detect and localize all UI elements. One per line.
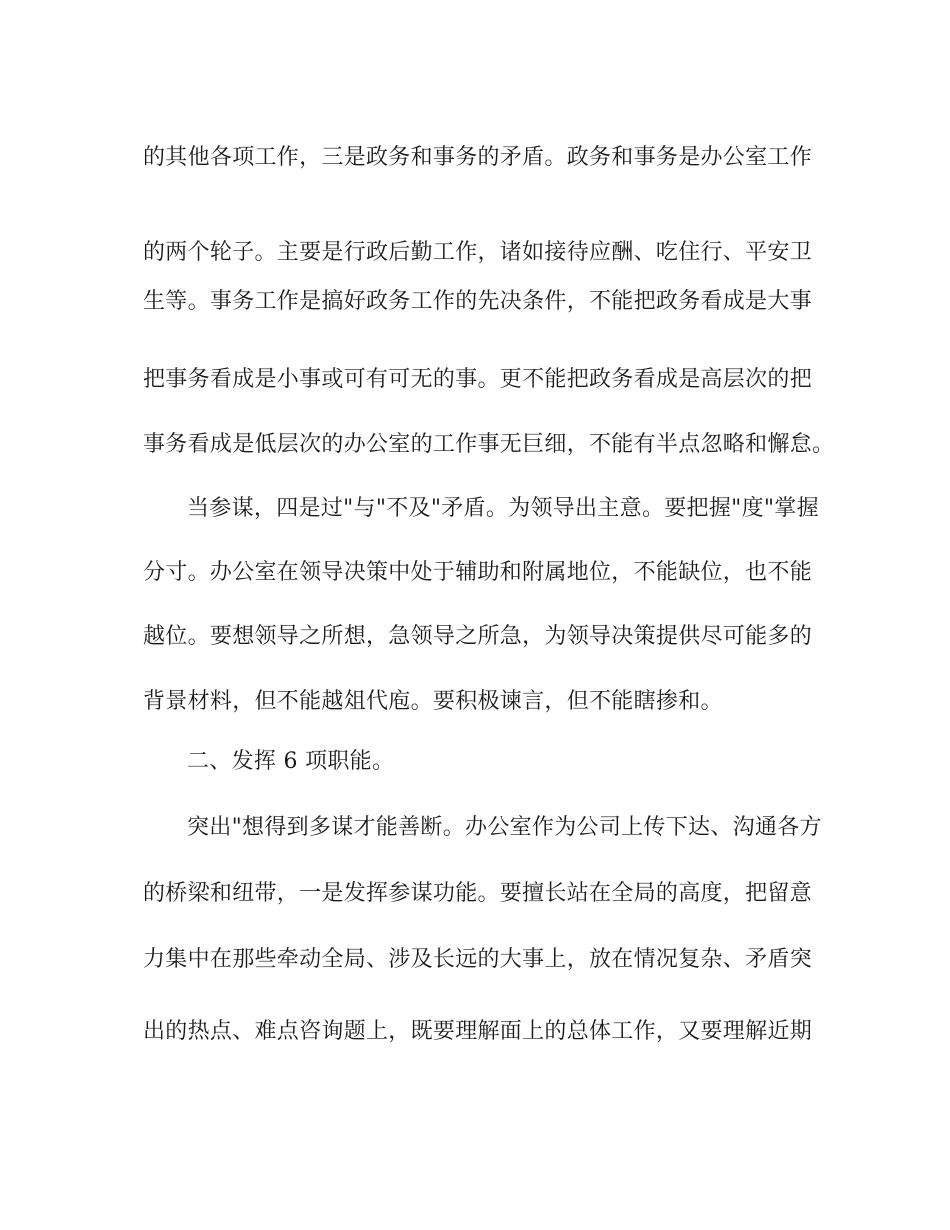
text-line: 生等。事务工作是搞好政务工作的先决条件，不能把政务看成是大事: [143, 289, 813, 314]
text-line: 的两个轮子。主要是行政后勤工作，诸如接待应酬、吃住行、平安卫: [143, 240, 813, 265]
text-line: 越位。要想领导之所想，急领导之所急，为领导决策提供尽可能多的: [143, 624, 813, 649]
text-line: 的其他各项工作，三是政务和事务的矛盾。政务和事务是办公室工作: [143, 145, 813, 170]
text-line: 出的热点、难点咨询题上，既要理解面上的总体工作，又要理解近期: [143, 1019, 813, 1044]
text-line: 分寸。办公室在领导决策中处于辅助和附属地位，不能缺位，也不能: [143, 560, 813, 585]
text-line: 的桥梁和纽带，一是发挥参谋功能。要擅长站在全局的高度，把留意: [143, 881, 813, 906]
text-line: 背景材料，但不能越俎代庖。要积极谏言，但不能瞎掺和。: [143, 689, 723, 714]
text-line: 把事务看成是小事或可有可无的事。更不能把政务看成是高层次的把: [143, 367, 813, 392]
section-heading: 二、发挥 6 项职能。: [187, 749, 395, 774]
text-line-paragraph-start: 当参谋，四是过"与"不及"矛盾。为领导出主意。要把握"度"掌握: [187, 496, 819, 521]
text-line: 事务看成是低层次的办公室的工作事无巨细，不能有半点忽略和懈怠。: [143, 432, 835, 457]
text-line-paragraph-start: 突出"想得到多谋才能善断。办公室作为公司上传下达、沟通各方: [187, 815, 822, 840]
text-line: 力集中在那些牵动全局、涉及长远的大事上，放在情况复杂、矛盾突: [143, 947, 813, 972]
